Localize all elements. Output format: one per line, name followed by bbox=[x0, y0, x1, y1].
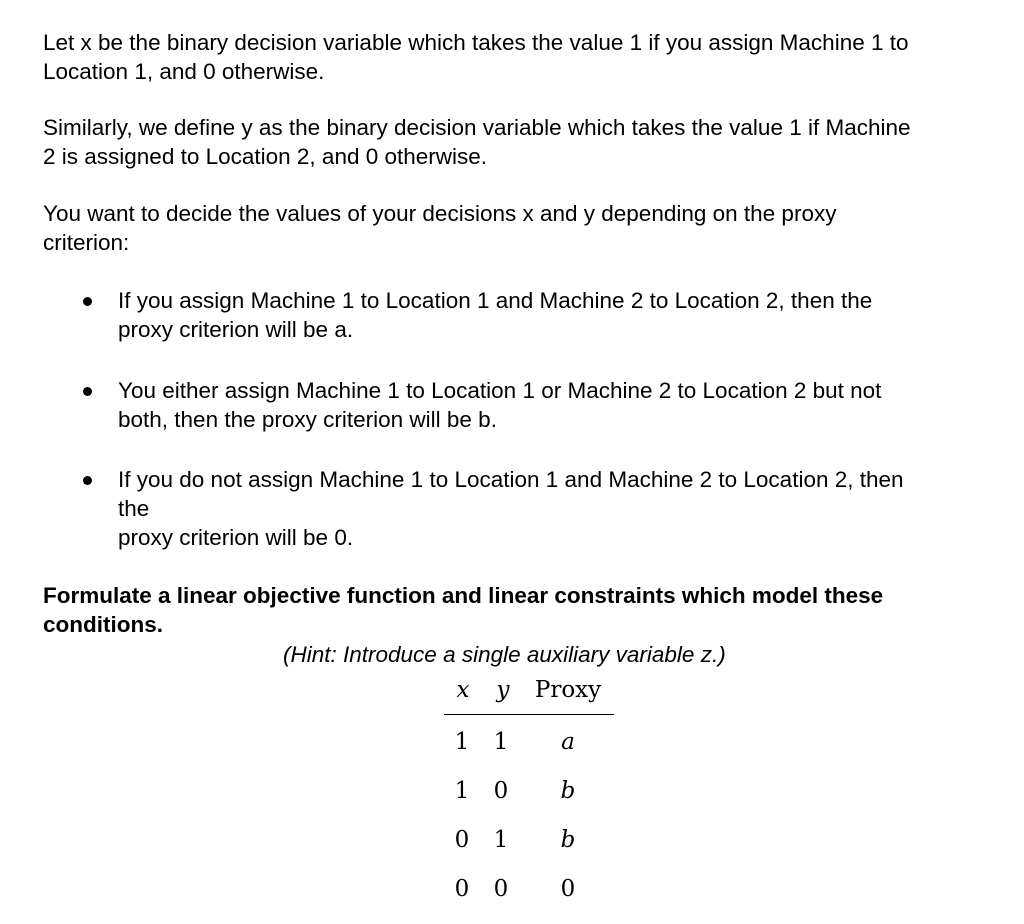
table-header-proxy: Proxy bbox=[534, 677, 602, 703]
text-line: proxy criterion will be a. bbox=[118, 317, 354, 342]
table-header-y: y bbox=[496, 677, 510, 703]
text-line: 2 is assigned to Location 2, and 0 otherwise. bbox=[43, 144, 488, 169]
table-cell-y: 0 bbox=[493, 876, 509, 902]
text-line: Let x be the binary decision variable which takes the value 1 if you assign Machine 1 to bbox=[43, 30, 909, 55]
text-line: the bbox=[118, 496, 150, 521]
table-cell-proxy: b bbox=[560, 778, 576, 804]
table-header-rule bbox=[444, 714, 614, 715]
text-line: proxy criterion will be 0. bbox=[118, 525, 354, 550]
text-line: Location 1, and 0 otherwise. bbox=[43, 59, 325, 84]
table-cell-x: 1 bbox=[454, 778, 470, 804]
table-cell-y: 1 bbox=[493, 827, 509, 853]
table-cell-x: 0 bbox=[454, 827, 470, 853]
text-line: You either assign Machine 1 to Location 1 or Machine 2 to Location 2 but not bbox=[118, 378, 882, 403]
table-cell-y: 0 bbox=[493, 778, 509, 804]
table-cell-proxy: b bbox=[560, 827, 576, 853]
text-line: conditions. bbox=[43, 612, 163, 637]
text-line: Similarly, we define y as the binary decision variable which takes the value 1 if Machine bbox=[43, 115, 911, 140]
table-cell-x: 0 bbox=[454, 876, 470, 902]
table-cell-proxy: 0 bbox=[560, 876, 576, 902]
text-line: both, then the proxy criterion will be b. bbox=[118, 407, 497, 432]
text-line: If you do not assign Machine 1 to Location 1 and Machine 2 to Location 2, then bbox=[118, 467, 904, 492]
text-line: criterion: bbox=[43, 230, 130, 255]
table-cell-y: 1 bbox=[493, 729, 509, 755]
table-header-x: x bbox=[456, 677, 470, 703]
table-cell-x: 1 bbox=[454, 729, 470, 755]
table-cell-proxy: a bbox=[561, 729, 575, 755]
text-line: You want to decide the values of your decisions x and y depending on the proxy bbox=[43, 201, 837, 226]
text-line: If you assign Machine 1 to Location 1 and Machine 2 to Location 2, then the bbox=[118, 288, 873, 313]
text-line: Formulate a linear objective function and linear constraints which model these bbox=[43, 583, 884, 608]
hint-text: (Hint: Introduce a single auxiliary variable z.) bbox=[283, 642, 726, 667]
